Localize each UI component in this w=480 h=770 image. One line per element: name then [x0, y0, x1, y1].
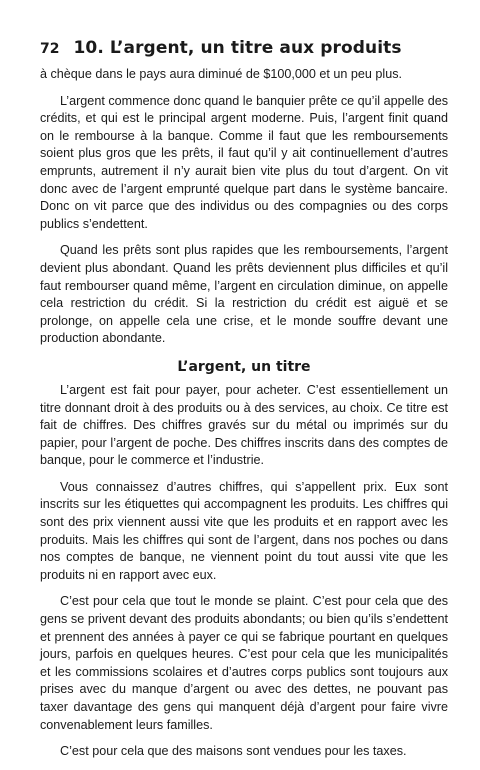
paragraph: L’argent est fait pour payer, pour acheter. C’est essentiellement un titre donnant droit à des produits ou à des services, au choix. Ce titre est fait de chiffres. Des chiffres gravés sur du métal ou imprimés sur du papier, pour l’argent de poche. Des chiffres inscrits dans des comptes de banque, pour le commerce et l’industrie. [40, 382, 448, 468]
paragraph: C’est pour cela que tout le monde se plaint. C’est pour cela que des gens se privent devant des produits abondants; ou bien qu’ils s’endettent et prennent des années à payer ce qui se fabrique pourtant en quelques jours, parfois en quelques heures. C’est pour cela que les municipalités et les commissions scolaires et d’autres corps publics sont toujours aux prises avec du manque d’argent ou avec des dettes, ne pouvant pas taxer davantage des gens qui manquent déjà d’argent pour faire vivre convenablement leurs familles. [40, 594, 448, 732]
paragraph: L’argent commence donc quand le banquier prête ce qu’il appelle des crédits, et qui est le principal argent moderne. Puis, l’argent finit quand on le rembourse à la banque. Comme il faut que les remboursements soient plus gros que les prêts, il faut qu’il y ait continuellement d’autres emprunts, autrement il n’y aurait bien vite plus du tout d’argent. On vit donc avec de l’argent emprunté quelque part dans le système bancaire. Donc on vit parce que des individus ou des compagnies ou des corps publics s’endettent. [40, 93, 448, 231]
paragraph: Vous connaissez d’autres chiffres, qui s’appellent prix. Eux sont inscrits sur les étiquettes qui accompagnent les produits. Les chiffres qui sont des prix viennent aussi vite que les produits et en rapport avec les produits. Mais les chiffres qui sont de l’argent, dans nos poches ou dans nos comptes de banque, ne viennent point du tout aussi vite que les produits ni en rapport avec eux. [40, 479, 448, 582]
paragraph: Quand les prêts sont plus rapides que les remboursements, l’argent devient plus abondant. Quand les prêts deviennent plus difficiles et qu’il faut rembourser quand même, l’argent en circulation diminue, on appelle cela restriction du crédit. Si la restriction du crédit est aiguë et se prolonge, on appelle cela une crise, et le monde souffre devant une production abondante. [40, 243, 448, 346]
running-header [40, 38, 448, 62]
chapter-title: 10. L’argent, un titre aux produits [73, 38, 402, 58]
paragraph-continued: à chèque dans le pays aura diminué de $100,000 et un peu plus. [40, 67, 402, 81]
page-number: 72 [40, 41, 60, 57]
section-heading: L’argent, un titre [177, 358, 311, 375]
book-page [40, 38, 448, 770]
paragraph: C’est pour cela que des maisons sont vendues pour les taxes. [60, 744, 407, 759]
